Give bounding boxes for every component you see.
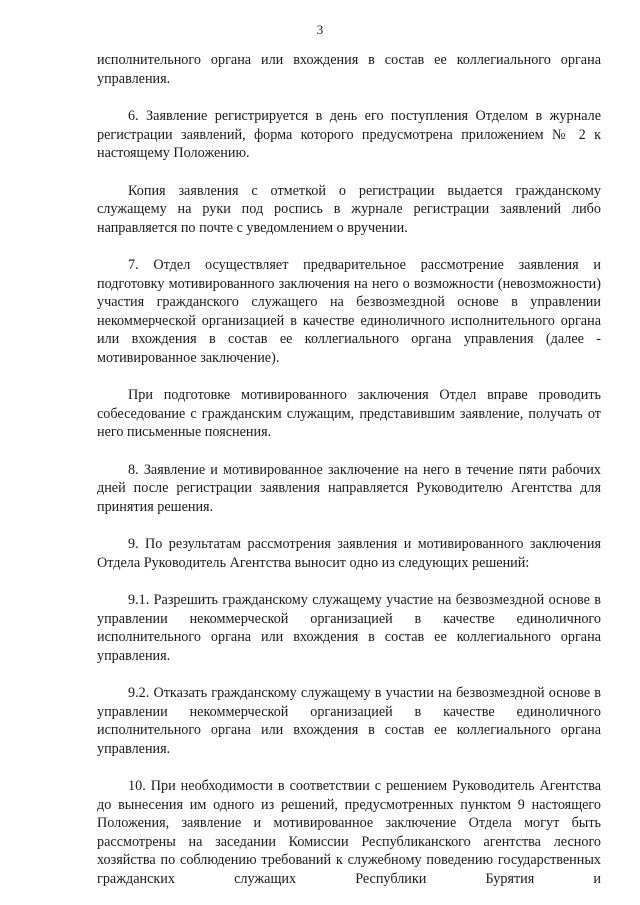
paragraph-continuation: исполнительного органа или вхождения в состав ее коллегиального органа управления. [97,52,601,87]
paragraph-item-6: 6. Заявление регистрируется в день его поступления Отделом в журнале регистрации заявлений, форма которого предусмотрена приложением № 2 к настоящему Положению. [97,108,601,161]
paragraph-item-7: 7. Отдел осуществляет предварительное рассмотрение заявления и подготовку мотивированного заключения на него о возможности (невозможности) участия гражданского служащего на безвозмездной основе в управлении некоммерческой организацией в качестве единоличного исполнительного органа или вхождения в состав ее коллегиального органа управления (далее - мотивированное заключение). [97,257,601,366]
paragraph-item-10: 10. При необходимости в соответствии с решением Руководитель Агентства до вынесения им одного из решений, предусмотренных пунктом 9 настоящего Положения, заявление и мотивированное заключение Отдела могут быть рассмотрены на заседании Комиссии Республиканского агентства лесного хозяйства по соблюдению требований к служебному поведению государственных гражданских служащих Республики Бурятия и [97,778,601,887]
document-body [97,51,601,888]
paragraph-copy-of-application: Копия заявления с отметкой о регистрации выдается гражданскому служащему на руки под роспись в журнале регистрации заявлений либо направляется по почте с уведомлением о вручении. [97,182,601,236]
page-number: 3 [316,22,324,37]
paragraph-item-8: 8. Заявление и мотивированное заключение на него в течение пяти рабочих дней после регистрации заявления направляется Руководителю Агентства для принятия решения. [97,461,601,515]
paragraph-item-9: 9. По результатам рассмотрения заявления и мотивированного заключения Отдела Руководитель Агентства выносит одно из следующих решений: [97,536,601,571]
paragraph-item-9-1: 9.1. Разрешить гражданскому служащему участие на безвозмездной основе в управлении некоммерческой организацией в качестве единоличного исполнительного органа или вхождения в состав ее коллегиального органа управления. [97,592,601,664]
paragraph-interview: При подготовке мотивированного заключения Отдел вправе проводить собеседование с гражданским служащим, представившим заявление, получать от него письменные пояснения. [97,387,601,440]
paragraph-item-9-2: 9.2. Отказать гражданскому служащему в участии на безвозмездной основе в управлении некоммерческой организацией в качестве единоличного исполнительного органа или вхождения в состав ее коллегиального органа управления. [97,685,601,757]
